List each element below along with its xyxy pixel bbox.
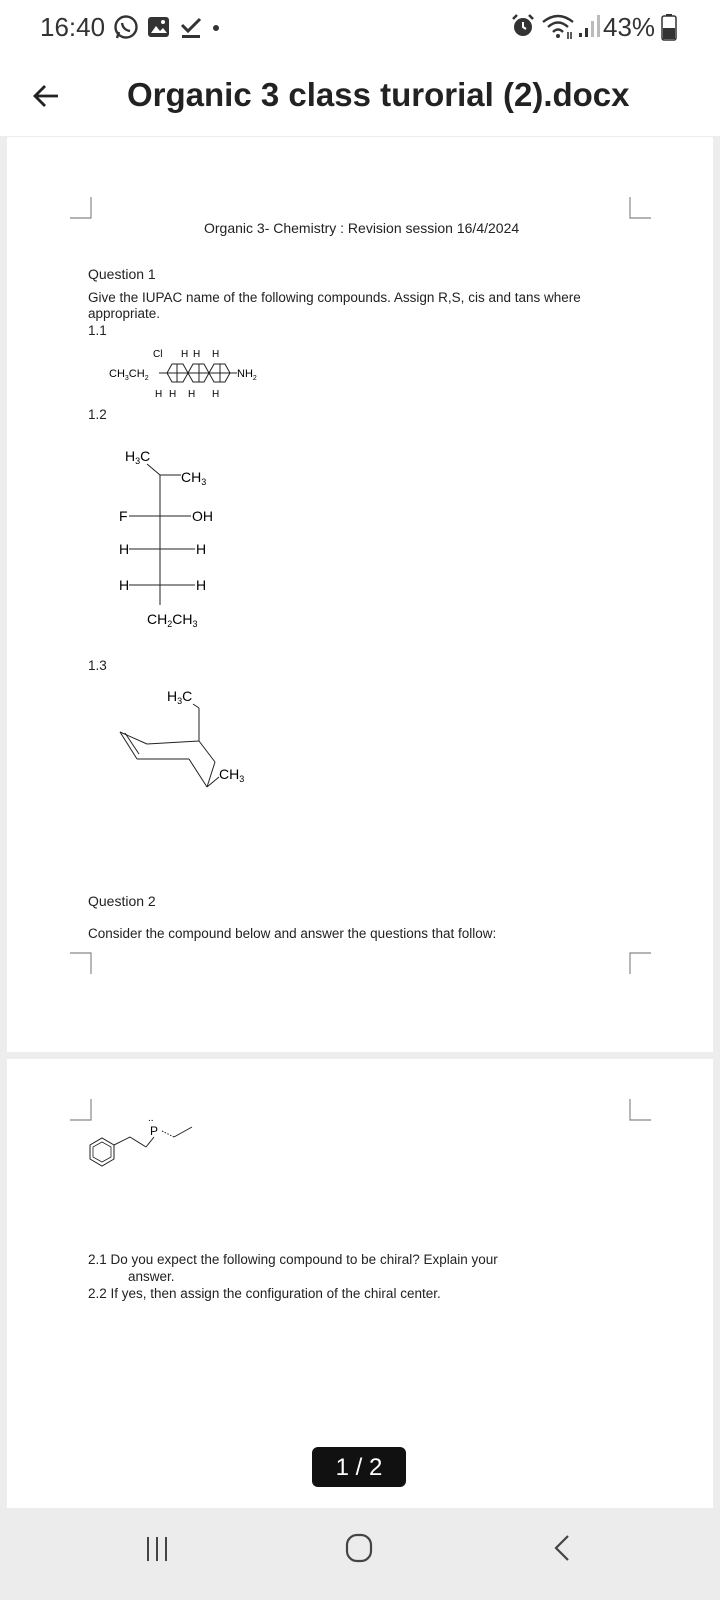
svg-text:CH3: $CH_3$ [219, 766, 245, 784]
recents-icon[interactable] [144, 1534, 170, 1564]
svg-text:H: H [196, 577, 207, 593]
svg-text:H3C: $H_3C$ [125, 448, 151, 466]
crop-mark-bottom-left [70, 952, 92, 974]
svg-text:F: F [119, 508, 128, 524]
alarm-icon [510, 13, 536, 39]
structure-1-1 [97, 341, 297, 401]
structure-2 [82, 1109, 212, 1189]
crop-mark-bottom-right [629, 952, 651, 974]
navigation-bar [0, 1508, 720, 1600]
dot-icon [213, 25, 219, 31]
question-2-title: Question 2 [88, 893, 156, 909]
back-arrow-icon[interactable] [30, 80, 62, 112]
question-2-instruction: Consider the compound below and answer the questions that follow: [88, 926, 497, 941]
svg-text:H: H [119, 577, 130, 593]
battery-icon [661, 13, 677, 41]
structure-1-3 [107, 677, 287, 807]
svg-text:H3C: $H_3C$ [167, 688, 193, 706]
signal-icon [578, 13, 600, 39]
svg-text:CH3CH2: $CH_3CH_2$ [109, 368, 149, 382]
question-1-instruction: Give the IUPAC name of the following compounds. Assign R,S, cis and tans where [88, 290, 581, 305]
crop-mark-top-right [629, 197, 651, 219]
svg-text:OH: OH [192, 508, 213, 524]
page-indicator [312, 1447, 406, 1487]
svg-text:H: H [188, 389, 196, 400]
svg-text:H: H [169, 389, 177, 400]
svg-text:H: H [212, 349, 220, 360]
question-2-2: 2.2 If yes, then assign the configuration of the chiral center. [88, 1286, 441, 1301]
crop-mark-top-right [629, 1099, 651, 1121]
question-1-instruction-cont: appropriate. [88, 306, 161, 321]
svg-text:H: H [212, 389, 220, 400]
svg-text:CH2CH3: $CH_2CH_3$ [147, 611, 198, 629]
document-page-2[interactable] [7, 1059, 713, 1509]
question-1-title: Question 1 [88, 266, 156, 282]
svg-text:CH3: $CH_3$ [181, 469, 207, 487]
whatsapp-icon [113, 14, 139, 40]
structure-1-2 [107, 437, 247, 647]
svg-text:H: H [193, 349, 201, 360]
home-icon[interactable] [344, 1532, 374, 1564]
svg-text:NH2: $NH_2$ [237, 368, 257, 382]
gallery-icon [146, 14, 172, 40]
battery-percent: 43% [603, 12, 656, 42]
question-2-1-cont: answer. [128, 1269, 175, 1284]
svg-text:Cl: Cl [153, 349, 163, 360]
svg-text:H: H [155, 389, 163, 400]
download-done-icon [178, 14, 204, 40]
svg-text:H: H [119, 541, 130, 557]
svg-text:H: H [181, 349, 189, 360]
label-1-1: 1.1 [88, 323, 107, 338]
document-title: Organic 3 class turorial (2).docx [127, 76, 630, 113]
svg-text:H: H [196, 541, 207, 557]
label-1-3: 1.3 [88, 658, 107, 673]
svg-text:P: P [150, 1124, 159, 1138]
label-1-2: 1.2 [88, 407, 107, 422]
document-page-1[interactable] [7, 137, 713, 1052]
question-2-1: 2.1 Do you expect the following compound to be chiral? Explain your [88, 1252, 498, 1267]
document-header: Organic 3- Chemistry : Revision session 16/4/2024 [204, 220, 520, 236]
wifi-icon [540, 12, 576, 40]
back-icon[interactable] [550, 1532, 574, 1564]
app-bar [0, 56, 720, 136]
crop-mark-top-left [70, 197, 92, 219]
page-indicator-text: 1 / 2 [335, 1454, 383, 1481]
svg-text:..: .. [148, 1113, 154, 1124]
status-bar [0, 0, 720, 56]
status-time: 16:40 [40, 12, 106, 42]
